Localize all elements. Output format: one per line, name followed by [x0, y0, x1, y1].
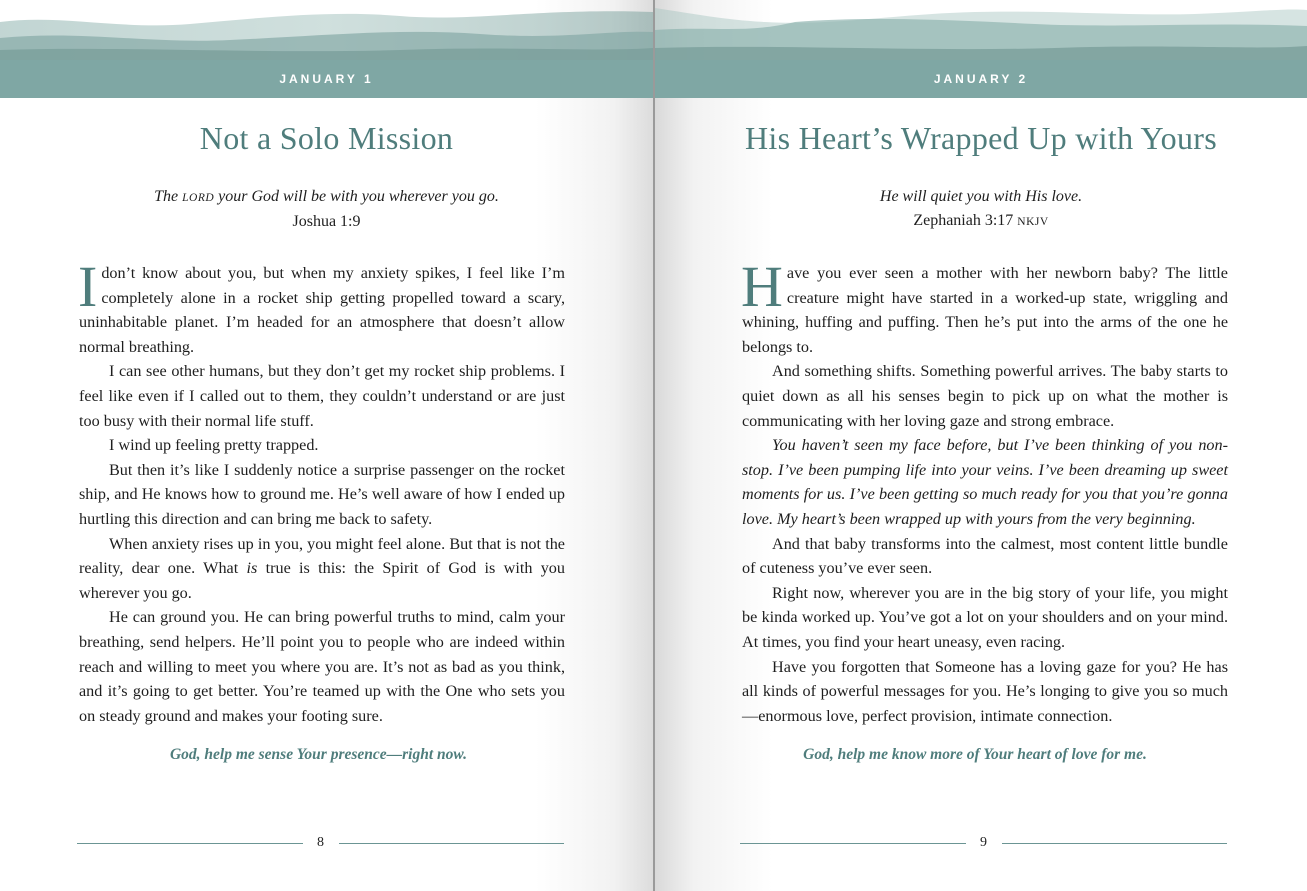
paragraph: And something shifts. Something powerful arrives. The baby starts to quiet down as all his senses begin to pick up on what the mother is communicating with her loving gaze and strong embrace.	[742, 362, 1228, 430]
date-band: JANUARY 2	[655, 60, 1307, 98]
watercolor-header-wash	[0, 0, 653, 60]
bible-version: NKJV	[1017, 216, 1049, 228]
paragraph: Have you ever seen a mother with her newborn baby? The little creature might have started in a worked-up state, wriggling and whining, huffing and puffing. Then he’s put into the arms of the one he belongs to.	[741, 254, 1228, 356]
footer-rule	[339, 843, 565, 844]
paragraph: I can see other humans, but they don’t get my rocket ship problems. I feel like even if I called out to them, they couldn’t understand or are just too busy with their normal life stuff.	[79, 362, 565, 430]
paragraph: Have you forgotten that Someone has a loving gaze for you? He has all kinds of powerful messages for you. He’s longing to give you so much—enormous love, perfect provision, intimate connection.	[742, 657, 1228, 725]
key-verse	[655, 185, 1307, 234]
closing-prayer: God, help me know more of Your heart of love for me.	[803, 746, 1147, 763]
closing-prayer: God, help me sense Your presence—right now.	[169, 746, 468, 763]
paragraph: I wind up feeling pretty trapped.	[109, 436, 319, 455]
paragraph: When anxiety rises up in you, you might feel alone. But that is not the reality, dear one. What is true is this: the Spirit of God is with you wherever you go.	[79, 534, 565, 602]
emphasis: is	[246, 559, 258, 578]
footer-rule	[1002, 843, 1228, 844]
drop-cap: H	[741, 254, 783, 319]
verse-text: He will quiet you with His love.	[879, 188, 1083, 205]
verse-text: The LORD your God will be with you wherever you go.	[154, 188, 499, 205]
key-verse	[0, 185, 653, 234]
paragraph: You haven’t seen my face before, but I’ve been thinking of you non-stop. I’ve been pumping life into your veins. I’ve been dreaming up sweet moments for us. I’ve been getting so much ready for you that you’re gonna love. My heart’s been wrapped up with yours from the very beginning.	[742, 436, 1228, 528]
devotion-title: Not a Solo Mission	[199, 120, 454, 156]
devotion-body	[78, 254, 565, 728]
paragraph: He can ground you. He can bring powerful truths to mind, calm your breathing, send helpers. He’ll point you to people who are indeed within reach and willing to meet you where you are. It’s not as bad as you think, and it’s going to get better. You’re teamed up with the One who sets you on steady ground and makes your footing sure.	[79, 608, 565, 725]
left-page	[0, 0, 653, 891]
verse-reference: Joshua 1:9	[292, 213, 361, 230]
page-number: 8	[317, 835, 324, 850]
page-number: 9	[980, 835, 987, 850]
footer-rule	[740, 843, 966, 844]
devotion-body	[741, 254, 1228, 728]
date-band: JANUARY 1	[0, 60, 653, 98]
drop-cap: I	[78, 254, 98, 319]
watercolor-header-wash	[655, 0, 1307, 60]
page-footer	[77, 833, 564, 853]
paragraph: And that baby transforms into the calmest, most content little bundle of cuteness you’ve ever seen.	[742, 534, 1228, 578]
paragraph: Right now, wherever you are in the big story of your life, you might be kinda worked up. You’ve got a lot on your shoulders and on your mind. At times, you find your heart uneasy, even racing.	[742, 583, 1228, 651]
lord-small-caps: LORD	[182, 192, 215, 204]
right-page	[655, 0, 1307, 891]
devotion-title: His Heart’s Wrapped Up with Yours	[745, 120, 1217, 156]
paragraph: But then it’s like I suddenly notice a surprise passenger on the rocket ship, and He knows how to ground me. He’s well aware of how I ended up hurtling this direction and can bring me back to safety.	[79, 460, 565, 528]
paragraph: Idon’t know about you, but when my anxiety spikes, I feel like I’m completely alone in a rocket ship getting propelled toward a scary, uninhabitable planet. I’m headed for an atmosphere that doesn’t allow normal breathing.	[78, 254, 565, 356]
footer-rule	[77, 843, 303, 844]
verse-reference: Zephaniah 3:17 NKJV	[913, 212, 1049, 229]
page-footer	[740, 833, 1227, 853]
